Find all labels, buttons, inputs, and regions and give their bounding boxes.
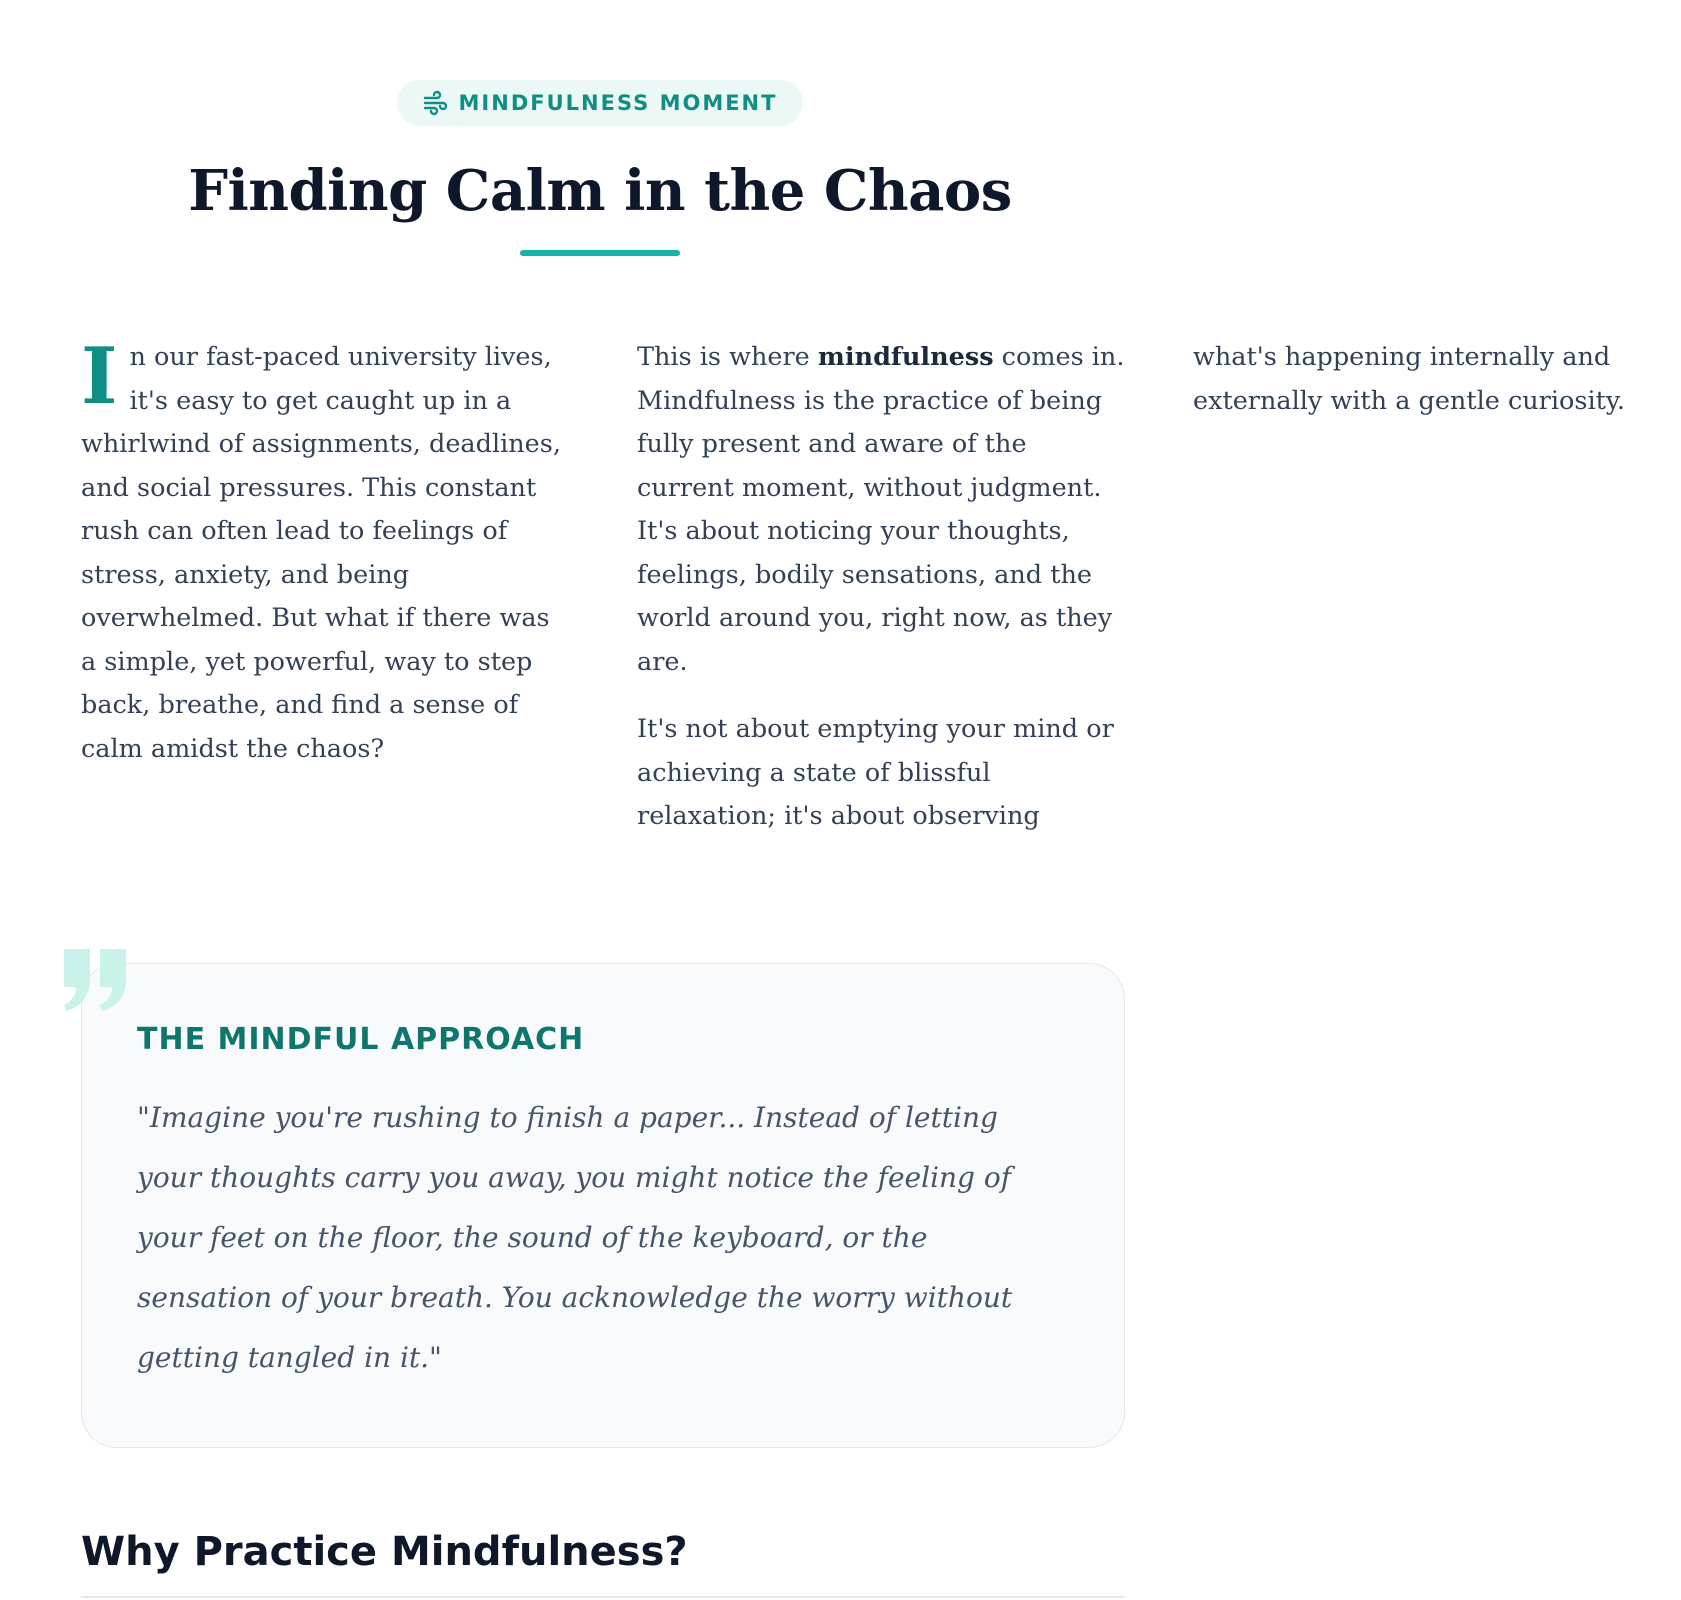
definition-paragraph (637, 336, 1125, 684)
title-underline (520, 250, 680, 256)
clarification-paragraph: It's not about emptying your mind or achieving a state of blissful relaxation; it's about observing what's happening internally and externally with a gentle curiosity. (637, 342, 1625, 831)
quote-heading: THE MINDFUL APPROACH (137, 1022, 585, 1057)
intro-text: n our fast-paced university lives, it's easy to get caught up in a whirlwind of assignments, deadlines, and social pressures. This constant rush can often lead to feelings of stress, anxiety, and being overwhelmed. But what if there was a simple, yet powerful, way to step back, breathe, and find a sense of calm amidst the chaos? (81, 342, 561, 764)
article-title: Finding Calm in the Chaos (188, 158, 1012, 224)
definition-text-end: comes in. Mindfulness is the practice of being fully present and aware of the current moment, without judgment. It's about noticing your thoughts, feelings, bodily sensations, and the world around you, right now, as they are. (637, 342, 1125, 677)
section-divider (81, 1596, 1125, 1598)
definition-text-start: This is where (637, 342, 818, 372)
wind-icon (423, 92, 449, 114)
article-body (81, 331, 1625, 876)
mindfulness-term: mindfulness (817, 342, 994, 372)
quote-text: "Imagine you're rushing to finish a paper... Instead of letting your thoughts carry you away, you might notice the feeling of your feet on the floor, the sound of the keyboard, or the sensation of your breath. You acknowledge the worry without getting tangled in it." (137, 1101, 1013, 1374)
quote-mark-icon (60, 945, 132, 1017)
badge-label: MINDFULNESS MOMENT (458, 91, 778, 115)
intro-paragraph (81, 331, 569, 771)
article-header (0, 0, 1200, 256)
section-heading: Why Practice Mindfulness? (81, 1529, 688, 1575)
drop-cap: I (81, 331, 118, 422)
quote-card (81, 963, 1125, 1448)
category-badge (397, 80, 804, 126)
